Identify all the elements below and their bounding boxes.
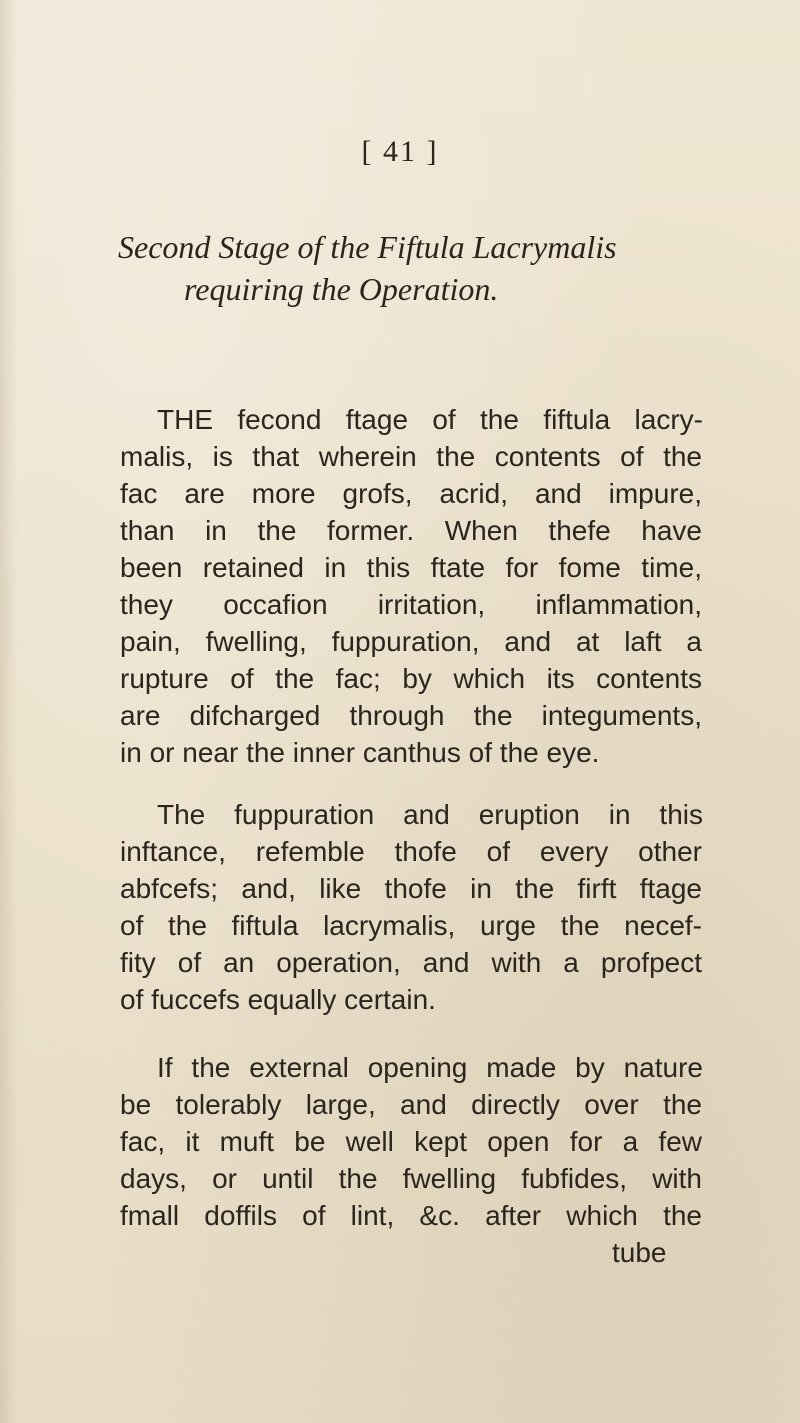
text-line: they occafion irritation, inflammation, bbox=[120, 589, 702, 620]
heading-line-1: Second Stage of the Fiftula Lacrymalis bbox=[118, 229, 617, 265]
text-line: in or near the inner canthus of the eye. bbox=[120, 737, 600, 768]
text-line: be tolerably large, and directly over the bbox=[120, 1089, 702, 1120]
text-line: are difcharged through the integuments, bbox=[120, 700, 702, 731]
section-heading bbox=[62, 226, 762, 310]
text-line: inftance, refemble thofe of every other bbox=[120, 836, 702, 867]
page-number: [ 41 ] bbox=[361, 135, 439, 168]
text-line: If the external opening made by nature bbox=[157, 1052, 703, 1083]
text-line: pain, fwelling, fuppuration, and at laft a bbox=[120, 626, 702, 657]
text-line: abfcefs; and, like thofe in the firft ftage bbox=[120, 873, 702, 904]
text-line: than in the former. When thefe have bbox=[120, 515, 702, 546]
page-edge-shadow bbox=[0, 0, 18, 1423]
catchword: tube bbox=[612, 1237, 667, 1268]
text-line: The fuppuration and eruption in this bbox=[157, 799, 703, 830]
text-line: fac, it muft be well kept open for a few bbox=[120, 1126, 702, 1157]
heading-line-2: requiring the Operation. bbox=[184, 271, 499, 307]
text-line: fac are more grofs, acrid, and impure, bbox=[120, 478, 702, 509]
text-line: THE fecond ftage of the fiftula lacry- bbox=[157, 404, 703, 435]
text-line: days, or until the fwelling fubfides, with bbox=[120, 1163, 702, 1194]
text-line: rupture of the fac; by which its contents bbox=[120, 663, 702, 694]
text-line: of fuccefs equally certain. bbox=[120, 984, 436, 1015]
text-line: of the fiftula lacrymalis, urge the necef- bbox=[120, 910, 702, 941]
text-line: fity of an operation, and with a profpect bbox=[120, 947, 702, 978]
text-line: been retained in this ftate for fome time, bbox=[120, 552, 702, 583]
text-line: malis, is that wherein the contents of the bbox=[120, 441, 702, 472]
text-line: fmall doffils of lint, &c. after which the bbox=[120, 1200, 702, 1231]
